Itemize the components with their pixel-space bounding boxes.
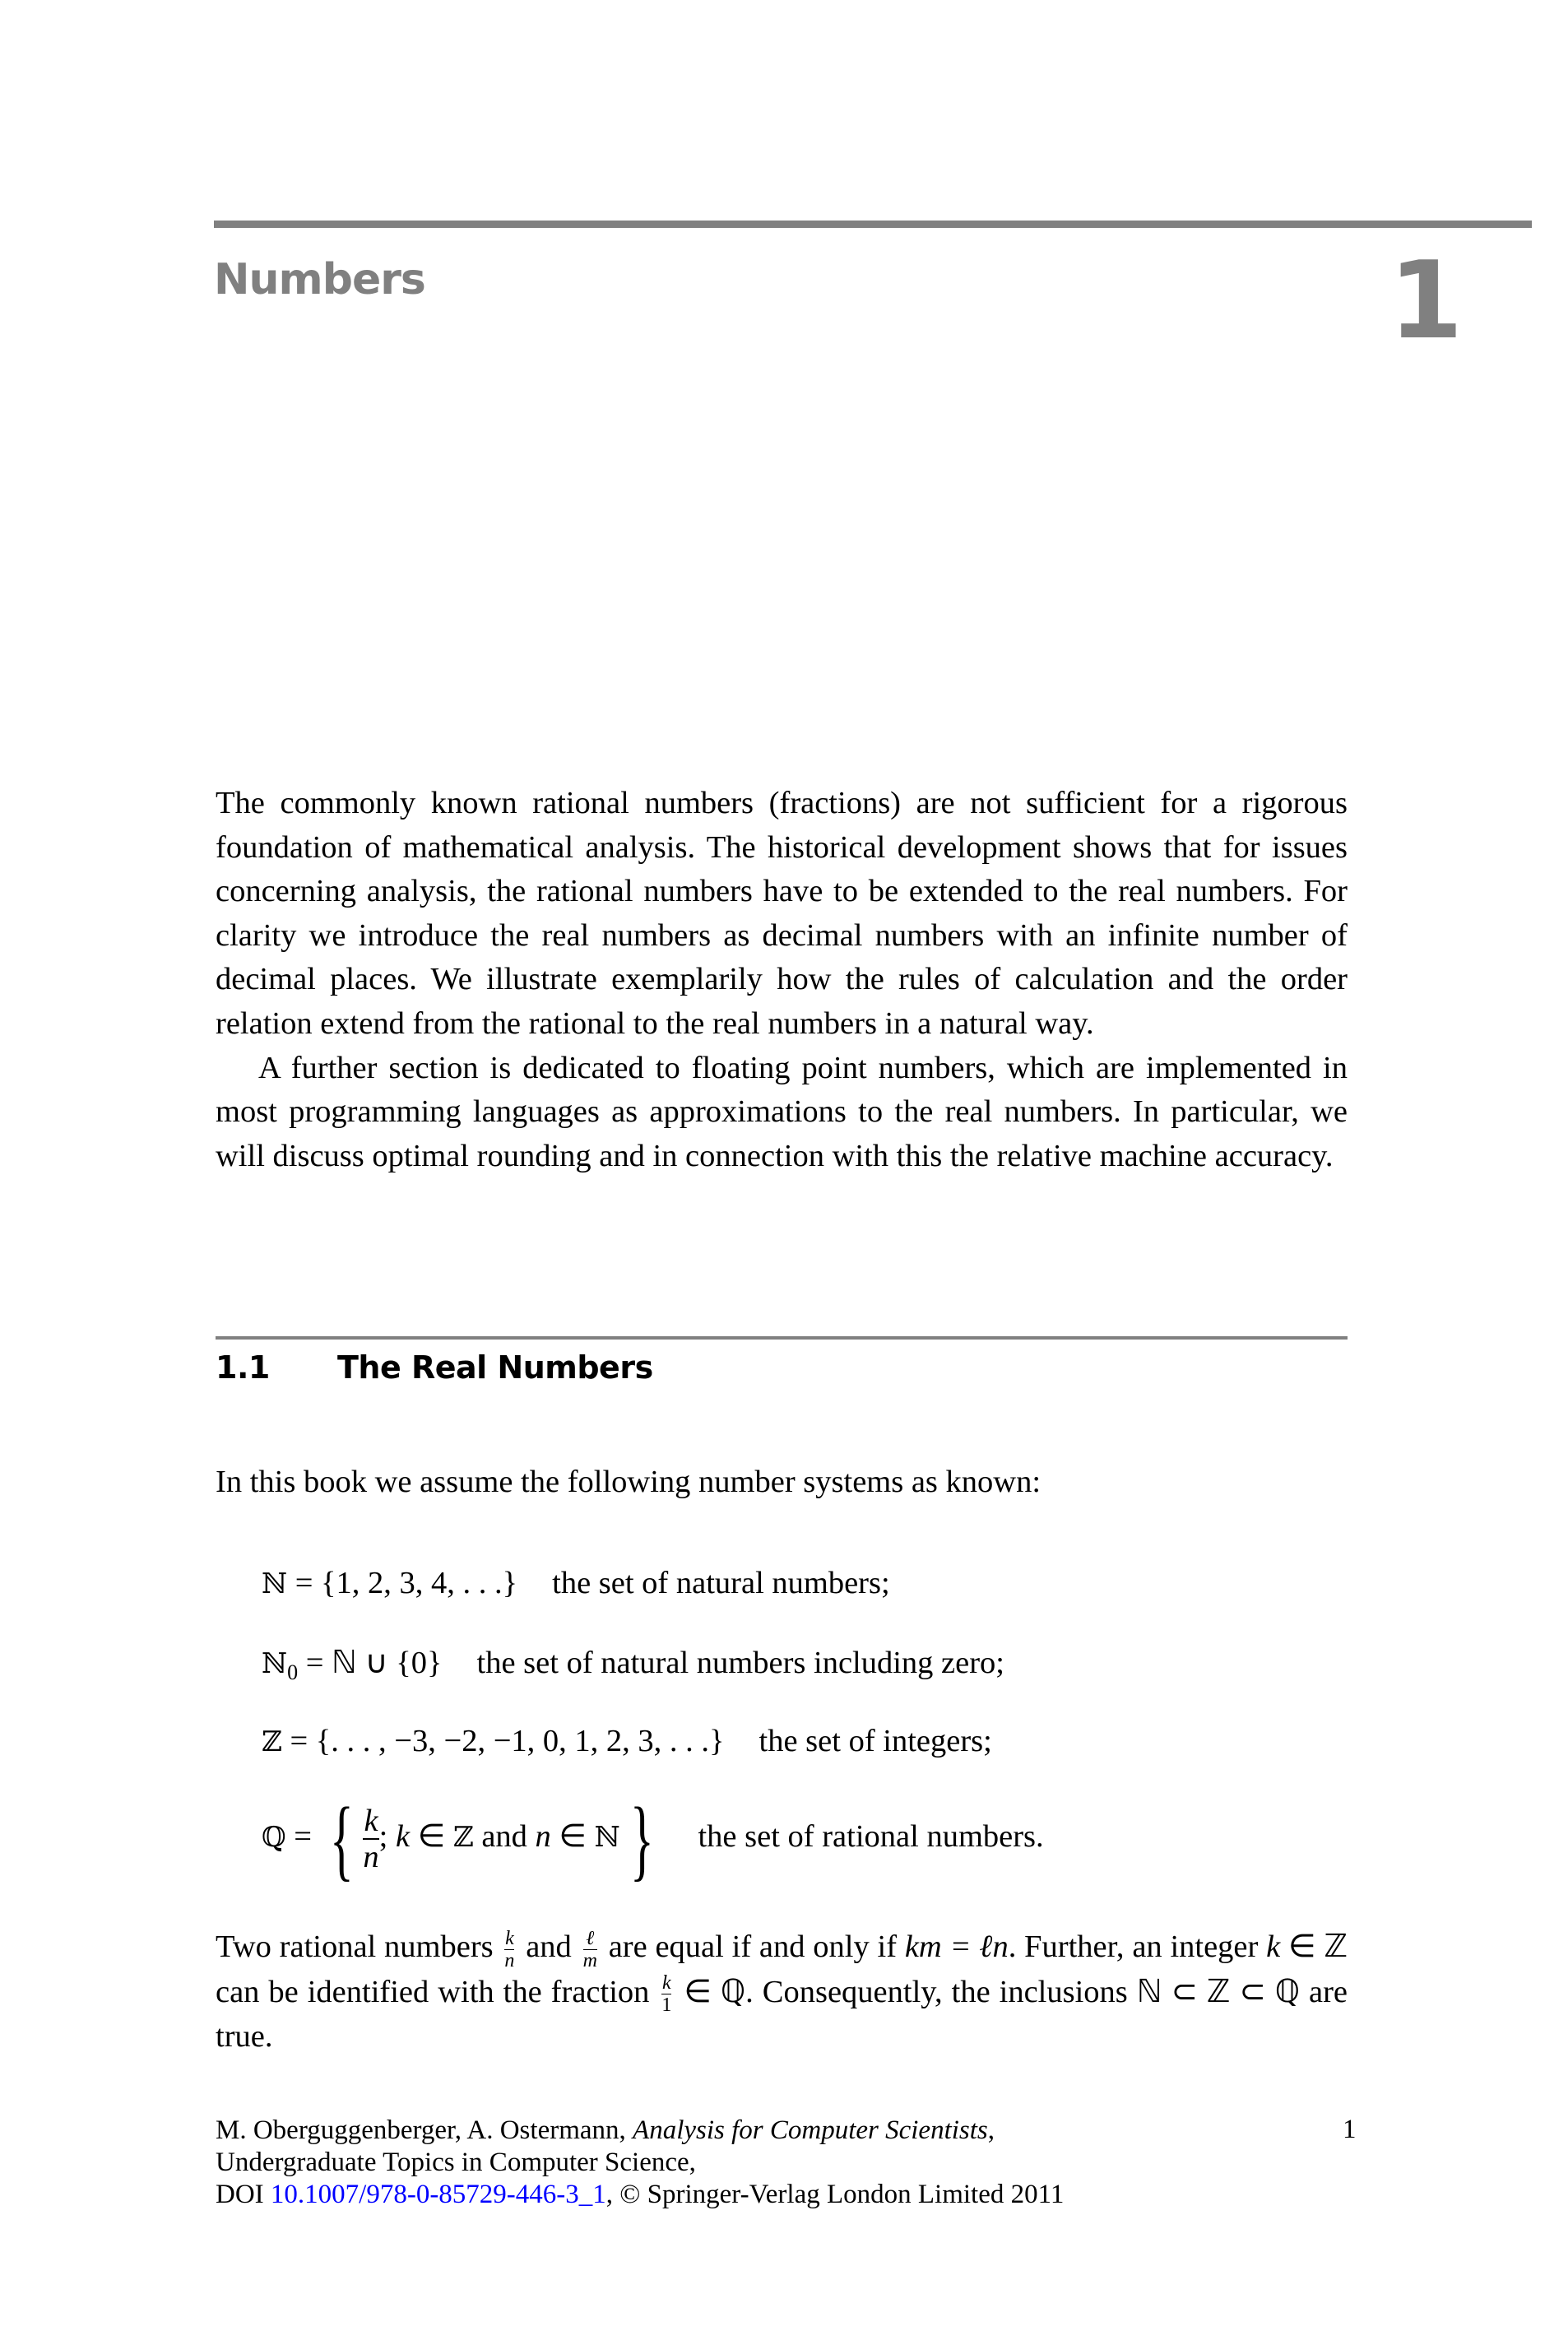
chapter-top-rule: [214, 221, 1532, 228]
doi-line: [216, 2179, 1064, 2211]
definition-natural-zero: [262, 1644, 1004, 1685]
fraction-denominator: m: [582, 1949, 597, 1971]
inline-fraction: [504, 1929, 514, 1971]
text-run: Two rational numbers: [216, 1929, 502, 1964]
footer-series: Undergraduate Topics in Computer Science,: [216, 2148, 696, 2177]
footer-copyright: , © Springer-Verlag London Limited 2011: [605, 2180, 1065, 2209]
definition-description: the set of natural numbers including zero;: [476, 1646, 1004, 1680]
fraction-numerator: k: [364, 1803, 378, 1838]
section-lead: In this book we assume the following number systems as known:: [216, 1465, 1041, 1499]
section-paragraph: [216, 1925, 1348, 2059]
math-operator: ∈: [550, 1818, 595, 1854]
footer-book-title: Analysis for Computer Scientists: [633, 2115, 988, 2145]
intro-paragraph: A further section is dedicated to floating point numbers, which are implemented in most programming languages as approximations to the real numbers. In particular, we will discuss optimal rounding and in connection with this the relative machine accuracy.: [216, 1050, 1348, 1173]
right-brace-icon: }: [629, 1789, 654, 1889]
math-subscript: 0: [287, 1660, 299, 1684]
fraction-numerator: k: [662, 1972, 671, 1994]
inline-fraction: [583, 1929, 597, 1971]
left-brace-icon: {: [329, 1789, 354, 1889]
math-symbol: ℤ: [262, 1725, 282, 1758]
math-symbol: ℕ: [594, 1820, 620, 1854]
math-variable: k: [395, 1818, 411, 1854]
math-symbol: ℤ: [452, 1820, 474, 1854]
section-number: 1.1: [216, 1349, 270, 1386]
definition-integers: [262, 1723, 992, 1759]
math-equation: km = ℓn: [904, 1929, 1009, 1964]
intro-paragraph: The commonly known rational numbers (fractions) are not sufficient for a rigorous foundation of mathematical analysis. The historical development shows that for issues concerning analysis, the rational numbers have to be extended to the real numbers. For clarity we introduce the real numbers as decimal numbers with an infinite number of decimal places. We illustrate exemplarily how the rules of calculation and the order relation extend from the rational to the real numbers in a natural way.: [216, 786, 1348, 1041]
fraction-numerator: k: [505, 1927, 514, 1949]
definition-natural: [262, 1565, 890, 1601]
definition-description: the set of integers;: [758, 1724, 992, 1758]
fraction-denominator: 1: [661, 1994, 672, 2017]
math-symbol: ℕ: [262, 1647, 288, 1680]
math-symbol: ℕ: [262, 1567, 288, 1600]
definition-description: the set of natural numbers;: [552, 1566, 890, 1600]
doi-label: DOI: [216, 2180, 271, 2209]
page-number: 1: [1343, 2115, 1357, 2144]
inline-fraction: [661, 1973, 671, 2015]
math-expression: = {. . . , −3, −2, −1, 0, 1, 2, 3, . . .}: [281, 1724, 725, 1758]
footer-authors: M. Oberguggenberger, A. Ostermann,: [216, 2115, 633, 2145]
chapter-intro: [216, 782, 1348, 1178]
section-rule: [216, 1336, 1348, 1340]
text-run: and: [517, 1929, 580, 1964]
citation-line: [216, 2115, 1064, 2147]
chapter-title: Numbers: [214, 255, 425, 304]
text-run: ∈ ℚ. Consequently, the inclusions ℕ ⊂ ℤ ⊂ ℚ are true.: [216, 1974, 1348, 2055]
page-footer: [216, 2115, 1064, 2211]
math-operator: ∈: [410, 1818, 453, 1854]
math-expression: = ℕ ∪ {0}: [298, 1646, 443, 1680]
section-heading: [216, 1349, 653, 1386]
math-symbol: ℚ: [262, 1820, 286, 1854]
text-run: ∈ ℤ can be identified with the fraction: [216, 1929, 1348, 2009]
math-separator: ;: [378, 1818, 396, 1854]
math-variable: k: [1266, 1929, 1281, 1964]
text-run: . Further, an integer: [1008, 1929, 1267, 1964]
fraction-denominator: n: [504, 1949, 515, 1971]
text-run: are equal if and only if: [600, 1929, 905, 1964]
math-variable: n: [535, 1818, 551, 1854]
definition-rationals: [262, 1789, 1044, 1889]
fraction-numerator: ℓ: [586, 1927, 595, 1949]
section-title: The Real Numbers: [337, 1349, 653, 1386]
footer-punctuation: ,: [987, 2115, 995, 2145]
math-expression: = {1, 2, 3, 4, . . .}: [287, 1566, 518, 1600]
fraction-denominator: n: [363, 1840, 379, 1874]
doi-link[interactable]: 10.1007/978-0-85729-446-3_1: [270, 2180, 606, 2209]
definition-description: the set of rational numbers.: [698, 1818, 1044, 1854]
math-text: and: [473, 1818, 536, 1854]
math-operator: =: [285, 1818, 320, 1854]
chapter-number: 1: [1389, 238, 1464, 363]
fraction: [363, 1805, 378, 1874]
